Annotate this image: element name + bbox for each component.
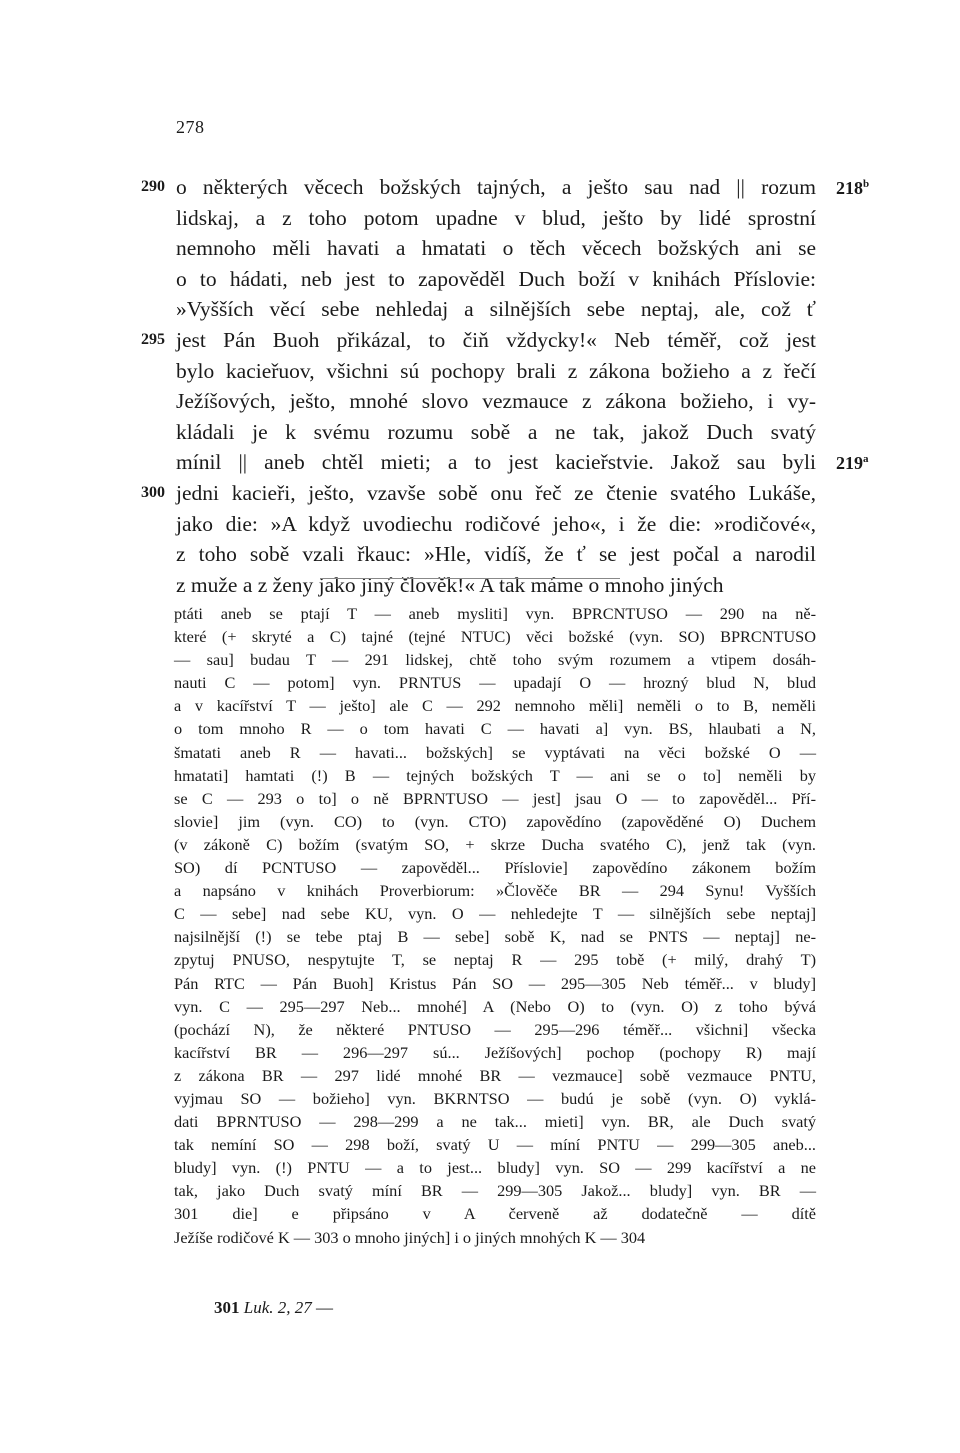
margin-folio-ref (836, 178, 869, 199)
footnote-line: — sau] budau T — 291 lidskej, chtě toho svým rozumem a vtipem dosáh- (174, 650, 816, 670)
footnote-line: kacířství BR — 296—297 sú... Ježíšových] pochop (pochopy R) mají (174, 1042, 816, 1062)
footnote-line: šmatati aneb R — havati... božských] se vyptávati na věci božské O — (174, 742, 816, 762)
footnote-line: se C — 293 o to] o ně BPRNTUSO — jest] jsau O — to zapověděl... Pří- (174, 788, 816, 808)
footnote-line: dati BPRNTUSO — 298—299 a ne tak... mieti] vyn. BR, ale Duch svatý (174, 1112, 816, 1132)
footer-citation-source: Luk. 2, 27 (243, 1298, 312, 1317)
footnote-line: vyjmau SO — božieho] vyn. BKRNTSO — budú je sobě (vyn. O) vyklá- (174, 1088, 816, 1108)
footnote-line: z zákona BR — 297 lidé mnohé BR — vezmauce] sobě vezmauce PNTU, (174, 1065, 816, 1085)
text-line: jako die: »A když uvodiechu rodičové jeho«, i že die: »rodičové«, (176, 511, 816, 536)
footnote-line: hmatati] hamtati (!) B — tejných božských T — ani se o to] neměli by (174, 765, 816, 785)
text-line: o to hádati, neb jest to zapověděl Duch boží v knihách Příslovie: (176, 266, 816, 291)
margin-folio-number: 218 (836, 178, 863, 198)
footer-citation-line: 301 (214, 1298, 240, 1317)
footnote-line: o tom mnoho R — o tom havati C — havati a] vyn. BS, hlaubati a N, (174, 719, 816, 739)
footnote-line: ptáti aneb se ptají T — aneb mysliti] vyn. BPRCNTUSO — 290 na ně- (174, 604, 816, 623)
footnote-divider (320, 578, 620, 579)
footnote-line: které (+ skryté a C) tajné (tejné NTUC) věci božské (vyn. SO) BPRCNTUSO (174, 627, 816, 647)
footnote-line: zpytuj PNUSO, nespytujte T, se neptaj R — 295 tobě (+ milý, drahý T) (174, 950, 816, 970)
text-line: bylo kacieřuov, všichni sú pochopy brali z zákona božieho a z řečí (176, 358, 816, 383)
line-number-290: 290 (141, 178, 165, 195)
text-line: jedni kacieři, ješto, vzavše sobě onu řeč ze čtenie svatého Lukáše, (176, 480, 816, 505)
footnote-line: a napsáno v knihách Proverbiorum: »Člověče BR — 294 Synu! Vyšších (174, 881, 816, 901)
footnote-line: Pán RTC — Pán Buoh] Kristus Pán SO — 295—305 Neb téměř... v bludy] (174, 973, 816, 993)
footnote-line: bludy] vyn. (!) PNTU — a to jest... bludy] vyn. SO — 299 kacířství a ne (174, 1158, 816, 1178)
text-line: lidskaj, a z toho potom upadne v blud, ješto by lidé sprostní (176, 205, 816, 230)
footer-citation (214, 1298, 333, 1318)
footnote-line: vyn. C — 295—297 Neb... mnohé] A (Nebo O) to (vyn. O) z toho bývá (174, 996, 816, 1016)
line-number-300: 300 (141, 484, 165, 501)
footnote-line: tak, jako Duch svatý míní BR — 299—305 Jakož... bludy] vyn. BR — (174, 1181, 816, 1201)
text-line: kládali je k svému rozumu sobě a ne tak, jakož Duch svatý (176, 419, 816, 444)
text-line: mínil || aneb chtěl mieti; a to jest kacieřstvie. Jakož sau byli (176, 450, 816, 475)
footnote-line: najsilnější (!) se tebe ptaj B — sebe] sobě K, nad se PNTS — neptaj] ne- (174, 927, 816, 947)
footnote-line: SO) dí PCNTUSO — zapověděl... Příslovie] zapovědíno zákonem božím (174, 858, 816, 878)
footer-citation-dash: — (316, 1298, 333, 1317)
line-number-295: 295 (141, 331, 165, 348)
text-line: »Vyšších věcí sebe nehledaj a silnějších sebe neptaj, ale, což ť (176, 297, 816, 322)
footnote-line: nauti C — potom] vyn. PRNTUS — upadají O — hrozný blud N, blud (174, 673, 816, 693)
footnotes (174, 602, 816, 1249)
footnote-line: a v kacířství T — ješto] ale C — 292 nemnoho měli] neměli o to B, neměli (174, 696, 816, 716)
footnote-line: 301 die] e připsáno v A červeně až dodatečně — dítě (174, 1204, 816, 1224)
text-line: z muže a z ženy jako jiný člověk!« A tak máme o mnoho jiných (176, 572, 724, 597)
footnote-line: (v zákoně C) božím (svatým SO, + skrze Ducha svatého C), jenž tak (vyn. (174, 834, 816, 854)
footnote-line: slovie] jim (vyn. CO) to (vyn. CTO) zapovědíno (zapověděné O) Duchem (174, 811, 816, 831)
page-number: 278 (176, 117, 205, 137)
footnote-line: (pochází N), že některé PNTUSO — 295—296 téměř... všichni] všecka (174, 1019, 816, 1039)
main-text (176, 172, 816, 600)
text-line: nemnoho měli havati a hmatati o těch věcech božských ani se (176, 236, 816, 261)
text-line: Ježíšových, ješto, mnohé slovo vezmauce z zákona božieho, i vy- (176, 389, 816, 414)
footnote-line: Ježíše rodičové K — 303 o mnoho jiných] i o jiných mnohých K — 304 (174, 1227, 646, 1247)
footnote-line: C — sebe] nad sebe KU, vyn. O — nehledejte T — silnějších sebe neptaj] (174, 904, 816, 924)
text-line: z toho sobě vzali řkauc: »Hle, vidíš, že ť se jest počal a narodil (176, 542, 816, 567)
footnote-line: tak nemíní SO — 298 boží, svatý U — míní PNTU — 299—305 aneb... (174, 1135, 816, 1155)
margin-folio-side: a (863, 453, 869, 465)
margin-folio-number: 219 (836, 453, 863, 473)
margin-folio-side: b (863, 178, 870, 190)
text-line: o některých věcech božských tajných, a ješto sau nad || rozum (176, 175, 816, 199)
text-line: jest Pán Buoh přikázal, to čiň vždycky!« Neb téměř, což jest (176, 327, 816, 352)
margin-folio-ref (836, 453, 869, 474)
